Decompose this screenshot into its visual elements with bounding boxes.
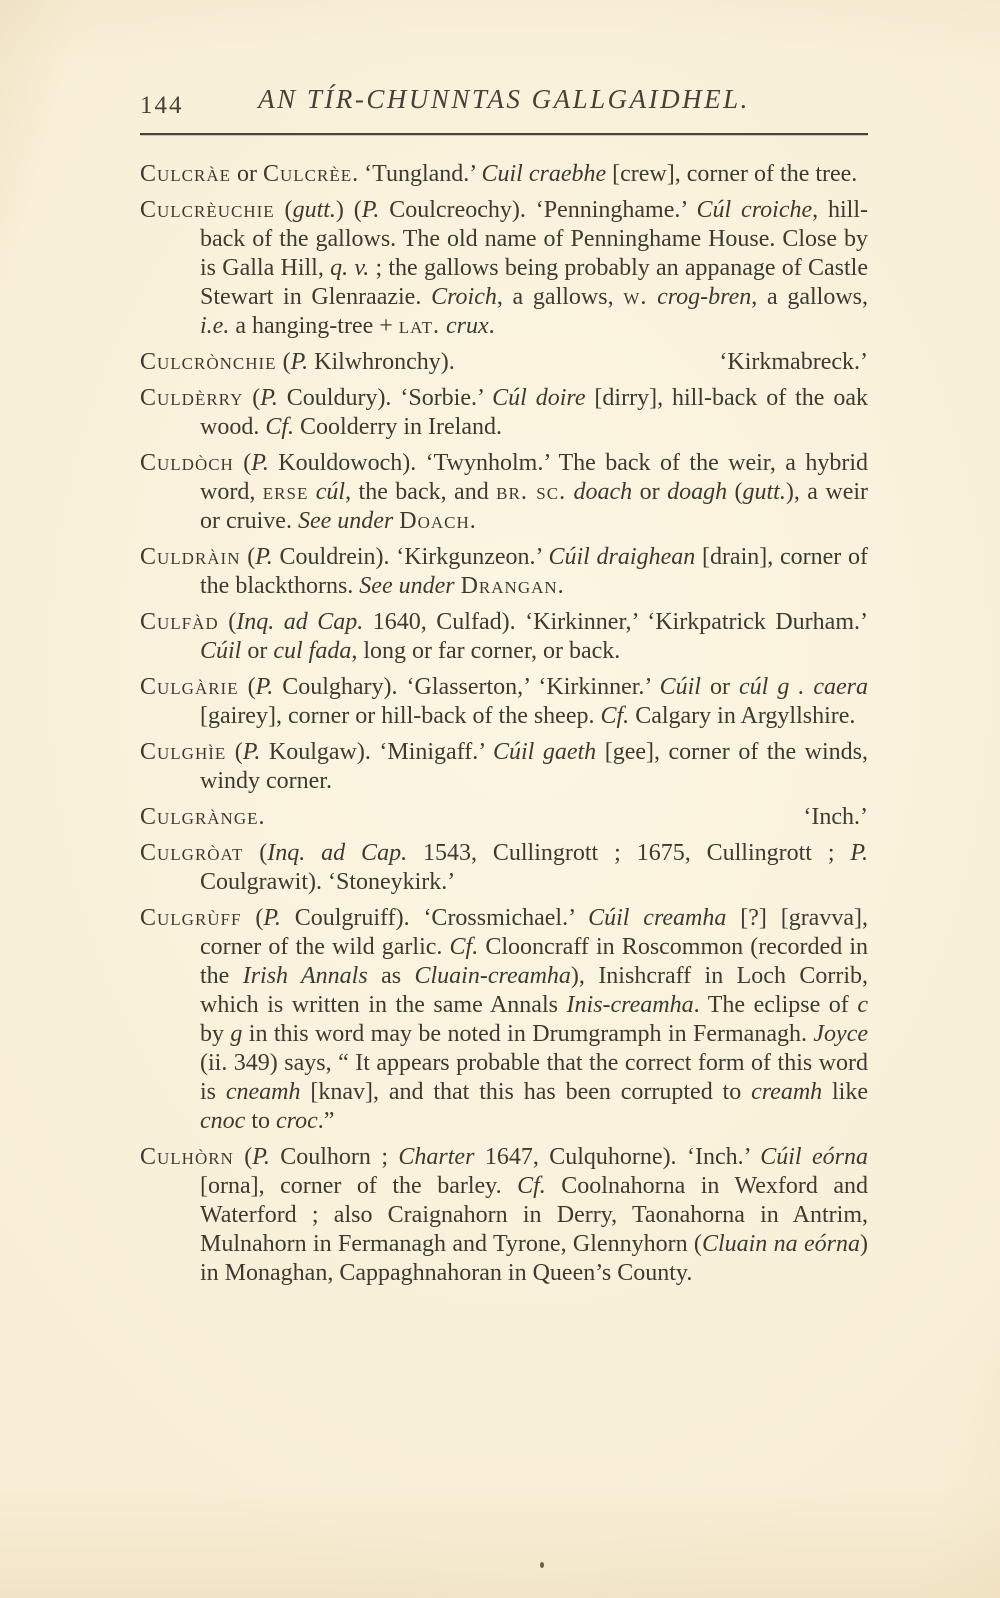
headword-or-smallcaps: erse — [262, 479, 309, 505]
entry-text: , a gallows, — [751, 284, 869, 310]
entry — [140, 543, 868, 601]
headword-or-smallcaps: Culgrànge — [140, 804, 259, 830]
entry-text: Coulcreochy). ‘Penninghame.’ — [379, 197, 697, 223]
entry-text: Coolnahorna in Wexford and Waterford ; also Craignahorn in Derry, Taonahorna in Antrim, Mulnahorn in Fermanagh and Tyrone, Glennyhorn ( — [200, 1173, 868, 1257]
entry-text: Coulgrawit). ‘Stoneykirk.’ — [200, 869, 456, 895]
entry-text: 1543, Cullingrott ; 1675, Cullingrott ; — [407, 840, 851, 866]
entries — [140, 160, 868, 1288]
entry-text: Couldrein). ‘Kirkgunzeon.’ — [272, 544, 549, 570]
entry-text: in this word may be noted in Drumgramph in Fermanagh. — [242, 1021, 814, 1047]
entry — [140, 608, 868, 666]
entry-text: ( — [243, 385, 261, 411]
headword-or-smallcaps: Culcràe — [140, 161, 232, 187]
page-title: AN TÍR-CHUNNTAS GALLGAIDHEL. — [258, 84, 750, 114]
entry-text — [308, 479, 315, 505]
entry-text: ) ( — [335, 197, 362, 223]
entry-text: Kilwhronchy). — [308, 349, 455, 375]
entry-text: Cf. — [517, 1173, 546, 1199]
entry-text: [dirry], hill-back of the oak wood. — [200, 385, 869, 440]
entry — [140, 348, 868, 377]
entry-text: P. — [251, 450, 269, 476]
entry-text: gutt. — [742, 479, 786, 505]
entry-text: like — [822, 1079, 868, 1105]
entry-text: Charter — [398, 1144, 475, 1170]
entry-text: or — [231, 161, 264, 187]
entry-text: crog-bren — [657, 284, 752, 310]
entry-tail: ‘Inch.’ — [803, 804, 868, 830]
entry-text: Cúil gaeth — [493, 739, 597, 765]
entry-text: Cuil craebhe — [481, 161, 607, 187]
entry-text: Cúl croiche — [696, 197, 813, 223]
entry — [140, 384, 868, 442]
entry-text: Koulgaw). ‘Minigaff.’ — [260, 739, 493, 765]
entry-text: [crew], corner of the tree. — [606, 161, 858, 187]
entry-text: Kouldowoch). ‘Twynholm.’ The back of the weir, a hybrid word, — [200, 450, 868, 505]
headword-or-smallcaps: Culcrònchie — [140, 349, 277, 375]
entry-text: i.e. — [200, 313, 230, 339]
entry-text: ) in Monaghan, Cappaghnahoran in Queen’s County. — [200, 1231, 868, 1286]
entry-text: P. — [260, 385, 278, 411]
entry-text: 1640, Culfad). ‘Kirkinner,’ ‘Kirkpatrick Durham.’ — [363, 609, 868, 635]
entry-text: . — [488, 313, 495, 339]
entry-text: . — [557, 573, 564, 599]
entry-text: doagh — [667, 479, 728, 505]
entry-text: ( — [240, 544, 256, 570]
entry-text: ), a weir or cruive. — [200, 479, 869, 534]
entry-text: Cúil eórna — [760, 1144, 868, 1170]
entry — [140, 196, 868, 341]
entry-text: . — [469, 508, 476, 534]
entry-text: ( — [218, 609, 237, 635]
entry-text: creamh — [751, 1079, 823, 1105]
headword-or-smallcaps: Culdèrry — [140, 385, 244, 411]
entry-text: Cluain-creamha — [414, 963, 571, 989]
entry — [140, 1143, 868, 1288]
entry-text: Joyce — [813, 1021, 868, 1047]
entry-text: P. — [252, 1144, 270, 1170]
entry-text: Clooncraff in Roscommon (recorded in the — [200, 934, 868, 989]
entry-text: Cf. — [265, 414, 295, 440]
entry-text: a hanging-tree + — [229, 313, 399, 339]
headword-or-smallcaps: w. — [623, 284, 648, 310]
entry-text: or — [700, 674, 739, 700]
entry-text: Cúil creamha — [588, 905, 727, 931]
page-number: 144 — [140, 92, 184, 119]
entry-text: 1647, Culquhorne). ‘Inch.’ — [474, 1144, 761, 1170]
entry-text: doach — [573, 479, 633, 505]
entry-text: P. — [255, 674, 274, 700]
entry-text: Couldury). ‘Sorbie.’ — [277, 385, 493, 411]
running-head — [140, 84, 868, 124]
entry-text: cúl g . caera — [738, 674, 868, 700]
entry-text: q. v. — [330, 255, 370, 281]
entry-text: . ‘Tungland.’ — [352, 161, 482, 187]
entry-text: croc — [275, 1108, 318, 1134]
entry-text: [knav], and that this has been corrupted to — [300, 1079, 752, 1105]
entry-text: See under — [359, 573, 455, 599]
entry-text: [drain], corner of the blackthorns. — [200, 544, 868, 599]
entry-text: ( — [226, 739, 243, 765]
headword-or-smallcaps: Culdòch — [140, 450, 234, 476]
headword-or-smallcaps: Culcrèuchie — [140, 197, 275, 223]
entry-text: cul fada — [273, 638, 352, 664]
headword-or-smallcaps: Culghìe — [140, 739, 227, 765]
entry-text: Cúl doire — [492, 385, 586, 411]
entry-text: crux — [445, 313, 489, 339]
entry-text — [566, 479, 573, 505]
entry-text: Inis-creamha — [566, 992, 694, 1018]
entry-text: P. — [361, 197, 380, 223]
entry-text: ( — [233, 450, 252, 476]
entry-text: P. — [242, 739, 261, 765]
entry-text: See under — [297, 508, 394, 534]
entry-text: as — [367, 963, 415, 989]
entry — [140, 449, 868, 536]
entry-text: , the back, and — [345, 479, 497, 505]
headword-or-smallcaps: br. sc. — [496, 479, 567, 505]
entry-text: Coolderry in Ireland. — [294, 414, 502, 440]
entry-text: c — [857, 992, 869, 1018]
entry-text: [gee], corner of the winds, windy corner. — [200, 739, 869, 794]
entry-text: P. — [850, 840, 868, 866]
entry-text: cneamh — [225, 1079, 301, 1105]
headword-or-smallcaps: Culgròat — [140, 840, 244, 866]
entry-text: cnoc — [200, 1108, 246, 1134]
entry-text: ), Inishcraff in Loch Corrib, which is written in the same Annals — [200, 963, 868, 1018]
entry — [140, 673, 868, 731]
entry-text: Cúil — [659, 674, 701, 700]
entry-text: ( — [241, 905, 264, 931]
entry-text: [gairey], corner or hill-back of the sheep. — [200, 703, 601, 729]
entry-text: ( — [727, 479, 743, 505]
text-block — [140, 84, 868, 1295]
entry-text: ( — [238, 674, 256, 700]
entry-text: Cluain na eórna — [701, 1231, 860, 1257]
headword-or-smallcaps: Doach — [399, 508, 470, 534]
headword-or-smallcaps: Culdràin — [140, 544, 241, 570]
entry — [140, 904, 868, 1136]
entry-text: ( — [233, 1144, 253, 1170]
entry-text: ( — [274, 197, 293, 223]
ink-speck — [540, 1562, 544, 1568]
entry-text: Inq. ad Cap. — [267, 840, 408, 866]
entry-text: ( — [276, 349, 291, 375]
entry-text: Croich — [431, 284, 497, 310]
entry — [140, 839, 868, 897]
entry-text: Coulgruiff). ‘Crossmichael.’ — [280, 905, 589, 931]
entry-text: Cúil draighean — [548, 544, 696, 570]
entry-text: , a gallows, — [496, 284, 624, 310]
entry-text: ( — [243, 840, 268, 866]
entry-text: by — [200, 1021, 231, 1047]
entry — [140, 160, 868, 189]
entry-text: or — [632, 479, 668, 505]
entry-text: P. — [263, 905, 281, 931]
headword-or-smallcaps: Culhòrn — [140, 1144, 234, 1170]
headword-or-smallcaps: Drangan — [460, 573, 558, 599]
entry — [140, 803, 868, 832]
entry-text: g — [230, 1021, 243, 1047]
entry-text: Coulhorn ; — [269, 1144, 399, 1170]
entry-text: Cf. — [449, 934, 479, 960]
entry-text: Cf. — [600, 703, 630, 729]
entry-text: . — [258, 804, 265, 830]
headword-or-smallcaps: Culgàrie — [140, 674, 239, 700]
entry-text: Calgary in Argyllshire. — [629, 703, 856, 729]
entry-text: or — [241, 638, 274, 664]
entry-text: gutt. — [292, 197, 336, 223]
entry-text: cúl — [315, 479, 346, 505]
entry-text: , hill-back of the gallows. The old name of Penninghame House. Close by is Galla Hill, — [200, 197, 869, 281]
entry-text: , long or far corner, or back. — [351, 638, 621, 664]
entry-text: Irish Annals — [242, 963, 368, 989]
entry-text: to — [245, 1108, 276, 1134]
entry-text — [647, 284, 657, 310]
headword-or-smallcaps: Culfàd — [140, 609, 219, 635]
headword-or-smallcaps: Culgrùff — [140, 905, 242, 931]
entry-text: Coulghary). ‘Glasserton,’ ‘Kirkinner.’ — [273, 674, 660, 700]
entry — [140, 738, 868, 796]
entry-text: Cúil — [200, 638, 242, 664]
entry-text: .” — [317, 1108, 335, 1134]
entry-tail: ‘Kirkmabreck.’ — [719, 349, 868, 375]
entry-text: [?] [gravva], corner of the wild garlic. — [200, 905, 868, 960]
entry-text: . The eclipse of — [693, 992, 858, 1018]
entry-text: P. — [255, 544, 273, 570]
entry-text: ; the gallows being probably an appanage of Castle Stewart in Glenraazie. — [200, 255, 868, 310]
headword-or-smallcaps: Culcrèe — [263, 161, 353, 187]
header-rule — [140, 133, 868, 135]
entry-text: P. — [290, 349, 309, 375]
entry-text: (ii. 349) says, “ It appears probable that the correct form of this word is — [200, 1050, 868, 1105]
entry-text: Inq. ad Cap. — [236, 609, 364, 635]
entry-text: [orna], corner of the barley. — [200, 1173, 518, 1199]
headword-or-smallcaps: lat. — [398, 313, 440, 339]
